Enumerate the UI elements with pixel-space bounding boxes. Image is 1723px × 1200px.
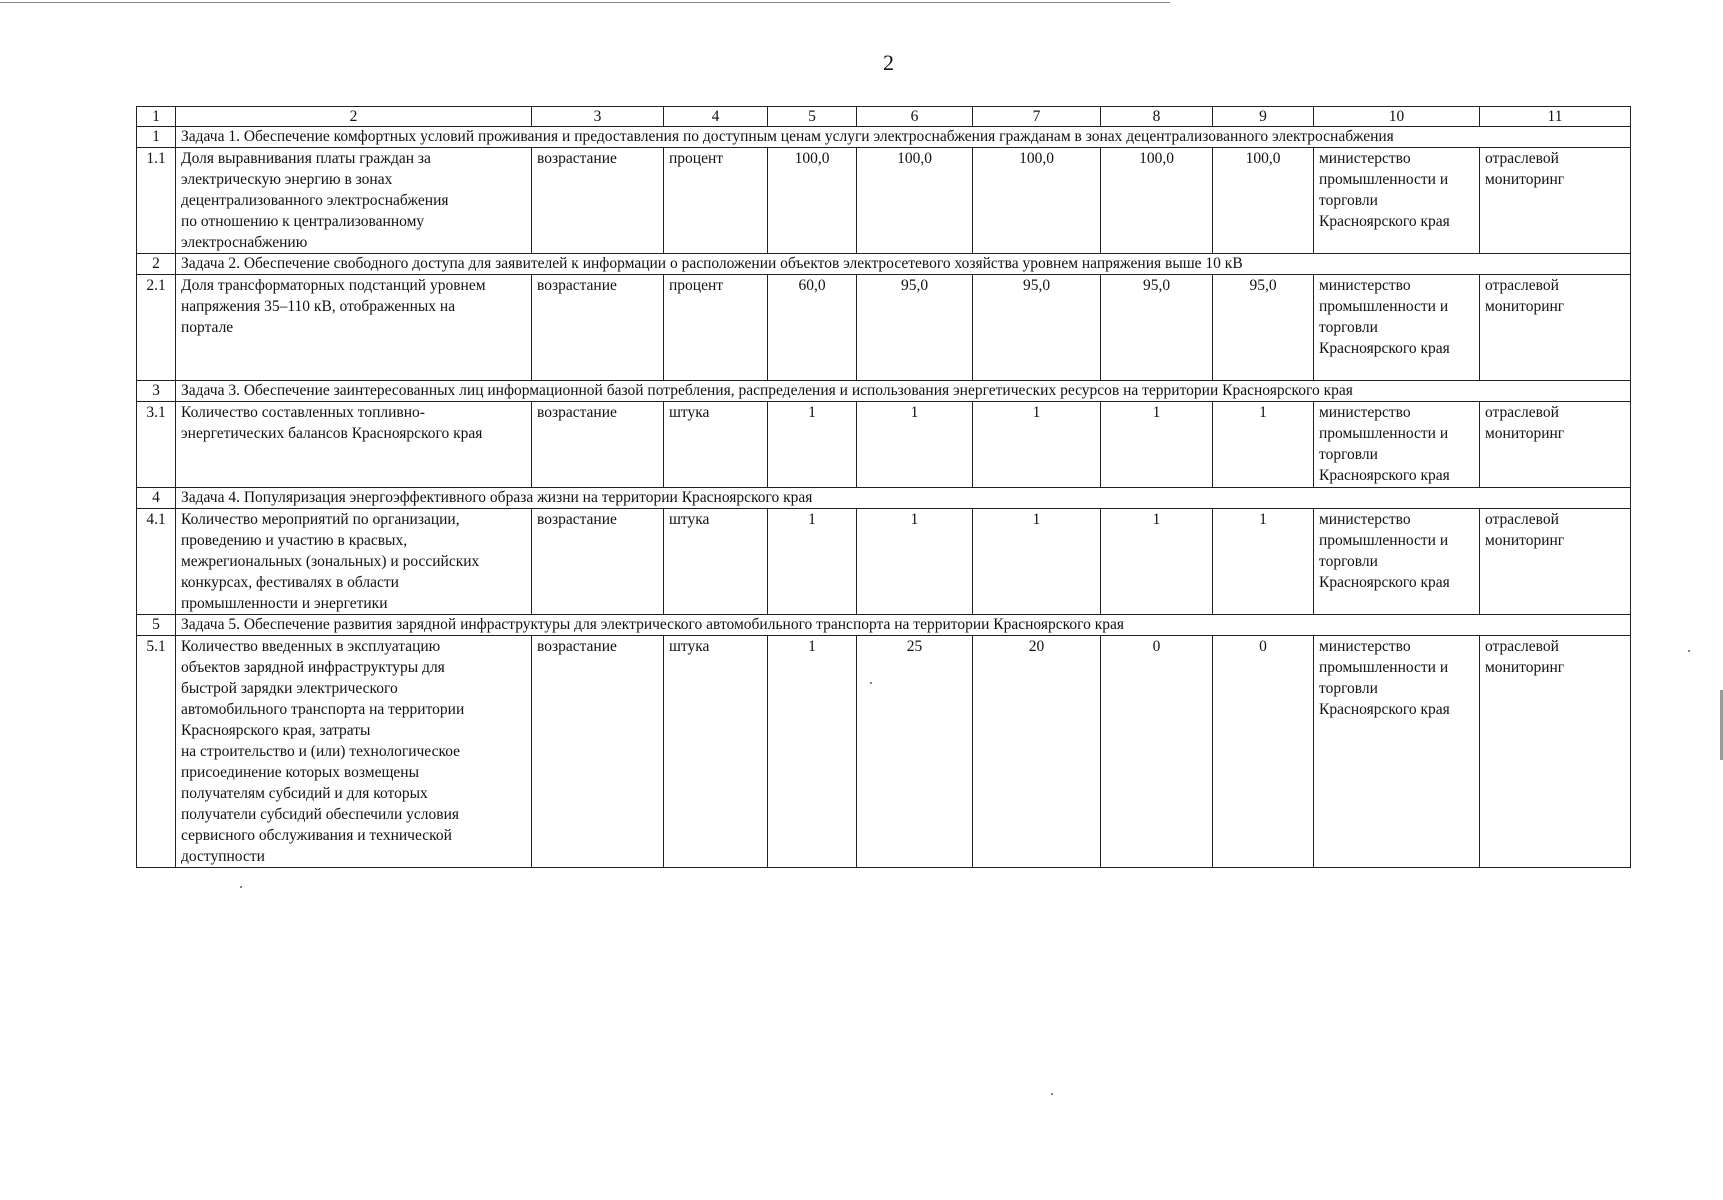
value-cell: 100,0 [1101, 148, 1213, 254]
top-scan-rule [0, 2, 1170, 3]
value-cell: 0 [1213, 636, 1314, 868]
task-header-row [137, 381, 1631, 402]
column-number-row [137, 107, 1631, 127]
indicator-name [176, 275, 532, 381]
task-header-row [137, 254, 1631, 275]
trend-cell: возрастание [532, 148, 664, 254]
indicator-name-line: децентрализованного электроснабжения [181, 192, 449, 209]
task-title: Задача 1. Обеспечение комфортных условий проживания и предоставления по доступным ценам услуги электроснабжения гражданам в зонах децентрализованного электроснабжения [176, 127, 1631, 148]
scan-speck [1051, 1093, 1053, 1095]
task-title: Задача 5. Обеспечение развития зарядной инфраструктуры для электрического автомобильного транспорта на территории Красноярского края [176, 615, 1631, 636]
indicator-name-line: доступности [181, 848, 265, 865]
responsible-line: промышленности и [1319, 659, 1449, 676]
scan-speck [240, 886, 242, 888]
value-cell: 1 [1213, 509, 1314, 615]
task-title: Задача 3. Обеспечение заинтересованных лиц информационной базой потребления, распределения и использования энергетических ресурсов на территории Красноярского края [176, 381, 1631, 402]
value-cell: 95,0 [973, 275, 1101, 381]
responsible-line: министерство [1319, 150, 1411, 167]
column-number-cell: 2 [176, 107, 532, 127]
responsible-line: промышленности и [1319, 171, 1449, 188]
indicator-name-line: Количество составленных топливно- [181, 404, 425, 421]
indicator-name-line: получателям субсидий и для которых [181, 785, 428, 802]
indicator-name-line: межрегиональных (зональных) и российских [181, 553, 480, 570]
indicator-name-line: по отношению к централизованному [181, 213, 425, 230]
value-cell: 1 [973, 509, 1101, 615]
indicator-name-line: Количество мероприятий по организации, [181, 511, 460, 528]
source-line: отраслевой [1485, 511, 1559, 528]
trend-cell: возрастание [532, 509, 664, 615]
indicator-number: 4.1 [137, 509, 176, 615]
indicator-name-line: Доля выравнивания платы граждан за [181, 150, 431, 167]
task-number: 1 [137, 127, 176, 148]
value-cell: 1 [973, 402, 1101, 488]
value-cell: 95,0 [1101, 275, 1213, 381]
scan-speck [870, 682, 872, 684]
indicator-number: 1.1 [137, 148, 176, 254]
responsible-line: Красноярского края [1319, 213, 1450, 230]
unit-cell: процент [664, 275, 768, 381]
column-number-cell: 11 [1480, 107, 1631, 127]
source-line: отраслевой [1485, 277, 1559, 294]
source-cell [1480, 148, 1631, 254]
task-header-row [137, 615, 1631, 636]
value-cell: 100,0 [857, 148, 973, 254]
responsible-line: Красноярского края [1319, 340, 1450, 357]
indicator-name-line: напряжения 35–110 кВ, отображенных на [181, 298, 456, 315]
indicator-name-line: Количество введенных в эксплуатацию [181, 638, 441, 655]
responsible-line: Красноярского края [1319, 467, 1450, 484]
column-number-cell: 8 [1101, 107, 1213, 127]
source-line: мониторинг [1485, 659, 1565, 676]
value-cell: 60,0 [768, 275, 857, 381]
indicator-name-line: быстрой зарядки электрического [181, 680, 398, 697]
indicator-number: 2.1 [137, 275, 176, 381]
scan-speck [1688, 650, 1690, 652]
task-number: 4 [137, 488, 176, 509]
value-cell: 0 [1101, 636, 1213, 868]
indicator-name-line: на строительство и (или) технологическое [181, 743, 461, 760]
column-number-cell: 3 [532, 107, 664, 127]
value-cell: 1 [768, 402, 857, 488]
task-number: 2 [137, 254, 176, 275]
value-cell: 1 [768, 636, 857, 868]
indicators-table [136, 106, 1631, 868]
column-number-cell: 6 [857, 107, 973, 127]
indicator-row [137, 275, 1631, 381]
responsible-line: министерство [1319, 404, 1411, 421]
indicator-name-line: проведению и участию в красвых, [181, 532, 408, 549]
indicator-name [176, 402, 532, 488]
indicator-name-line: Красноярского края, затраты [181, 722, 371, 739]
indicator-name [176, 509, 532, 615]
trend-cell: возрастание [532, 402, 664, 488]
indicator-name [176, 636, 532, 868]
indicator-name-line: промышленности и энергетики [181, 595, 388, 612]
indicator-number: 5.1 [137, 636, 176, 868]
indicator-name [176, 148, 532, 254]
indicator-row [137, 636, 1631, 868]
value-cell: 20 [973, 636, 1101, 868]
column-number-cell: 5 [768, 107, 857, 127]
source-line: отраслевой [1485, 638, 1559, 655]
indicator-row [137, 402, 1631, 488]
indicator-name-line: электроснабжению [181, 234, 308, 251]
source-line: отраслевой [1485, 150, 1559, 167]
task-number: 5 [137, 615, 176, 636]
responsible-cell [1314, 509, 1480, 615]
trend-cell: возрастание [532, 636, 664, 868]
value-cell: 1 [857, 509, 973, 615]
task-header-row [137, 127, 1631, 148]
page-number: 2 [883, 50, 894, 75]
responsible-line: торговли [1319, 446, 1378, 463]
indicator-row [137, 148, 1631, 254]
indicator-name-line: присоединение которых возмещены [181, 764, 420, 781]
indicator-number: 3.1 [137, 402, 176, 488]
indicator-name-line: объектов зарядной инфраструктуры для [181, 659, 445, 676]
source-cell [1480, 402, 1631, 488]
responsible-line: торговли [1319, 319, 1378, 336]
indicator-name-line: автомобильного транспорта на территории [181, 701, 465, 718]
column-number-cell: 1 [137, 107, 176, 127]
responsible-cell [1314, 275, 1480, 381]
responsible-line: промышленности и [1319, 532, 1449, 549]
indicator-name-line: конкурсах, фестивалях в области [181, 574, 399, 591]
source-line: мониторинг [1485, 171, 1565, 188]
source-line: мониторинг [1485, 532, 1565, 549]
table-body [137, 107, 1631, 868]
task-title: Задача 2. Обеспечение свободного доступа для заявителей к информации о расположении объектов электросетевого хозяйства уровнем напряжения выше 10 кВ [176, 254, 1631, 275]
responsible-line: промышленности и [1319, 298, 1449, 315]
column-number-cell: 4 [664, 107, 768, 127]
indicator-name-line: электрическую энергию в зонах [181, 171, 393, 188]
responsible-line: торговли [1319, 553, 1378, 570]
value-cell: 1 [857, 402, 973, 488]
responsible-cell [1314, 402, 1480, 488]
task-header-row [137, 488, 1631, 509]
source-cell [1480, 275, 1631, 381]
indicator-name-line: Доля трансформаторных подстанций уровнем [181, 277, 486, 294]
value-cell: 1 [768, 509, 857, 615]
value-cell: 100,0 [1213, 148, 1314, 254]
source-cell [1480, 636, 1631, 868]
unit-cell: штука [664, 636, 768, 868]
task-title: Задача 4. Популяризация энергоэффективного образа жизни на территории Красноярского края [176, 488, 1631, 509]
unit-cell: штука [664, 402, 768, 488]
responsible-cell [1314, 636, 1480, 868]
task-number: 3 [137, 381, 176, 402]
responsible-line: торговли [1319, 192, 1378, 209]
responsible-line: министерство [1319, 638, 1411, 655]
unit-cell: процент [664, 148, 768, 254]
column-number-cell: 9 [1213, 107, 1314, 127]
indicator-name-line: портале [181, 319, 234, 336]
value-cell: 100,0 [973, 148, 1101, 254]
column-number-cell: 10 [1314, 107, 1480, 127]
value-cell: 1 [1101, 509, 1213, 615]
value-cell: 1 [1101, 402, 1213, 488]
responsible-line: промышленности и [1319, 425, 1449, 442]
responsible-line: министерство [1319, 511, 1411, 528]
source-cell [1480, 509, 1631, 615]
indicator-name-line: получатели субсидий обеспечили условия [181, 806, 460, 823]
responsible-line: Красноярского края [1319, 574, 1450, 591]
responsible-line: торговли [1319, 680, 1378, 697]
trend-cell: возрастание [532, 275, 664, 381]
responsible-line: министерство [1319, 277, 1411, 294]
unit-cell: штука [664, 509, 768, 615]
responsible-line: Красноярского края [1319, 701, 1450, 718]
value-cell: 1 [1213, 402, 1314, 488]
source-line: мониторинг [1485, 298, 1565, 315]
indicator-name-line: сервисного обслуживания и технической [181, 827, 452, 844]
column-number-cell: 7 [973, 107, 1101, 127]
source-line: мониторинг [1485, 425, 1565, 442]
indicator-name-line: энергетических балансов Красноярского края [181, 425, 483, 442]
value-cell: 95,0 [857, 275, 973, 381]
responsible-cell [1314, 148, 1480, 254]
value-cell: 95,0 [1213, 275, 1314, 381]
value-cell: 100,0 [768, 148, 857, 254]
indicator-row [137, 509, 1631, 615]
source-line: отраслевой [1485, 404, 1559, 421]
value-cell: 25 [857, 636, 973, 868]
